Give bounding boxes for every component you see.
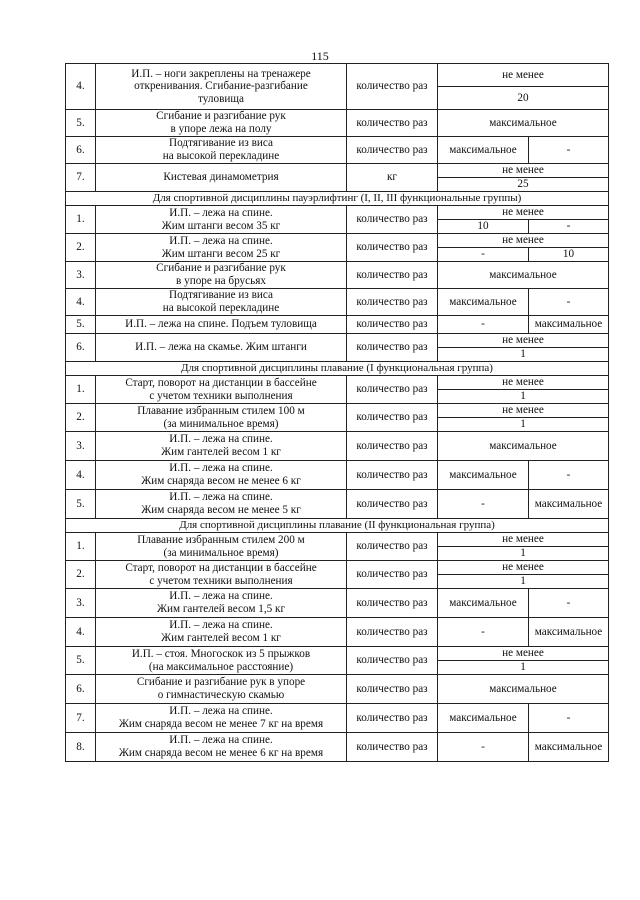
row-number: 7.	[66, 704, 96, 733]
test-name: И.П. – лежа на спине. Жим снаряда весом не менее 6 кг на время	[96, 733, 347, 762]
norm-value: максимальное	[438, 432, 609, 461]
row-number: 1.	[66, 206, 96, 234]
norm-value-a: максимальное	[438, 589, 529, 618]
section-title: Для спортивной дисциплины плавание (II функциональная группа)	[66, 519, 609, 533]
row-number: 1.	[66, 533, 96, 561]
table-row	[66, 164, 609, 178]
row-number: 4.	[66, 618, 96, 647]
row-number: 3.	[66, 589, 96, 618]
table-row	[66, 334, 609, 348]
row-number: 7.	[66, 164, 96, 192]
row-number: 1.	[66, 376, 96, 404]
norm-value-b: 10	[529, 248, 609, 262]
row-number: 5.	[66, 316, 96, 334]
norm-value-b: -	[529, 220, 609, 234]
norm-value-b: -	[529, 589, 609, 618]
section-row	[66, 362, 609, 376]
unit: количество раз	[347, 206, 438, 234]
unit: количество раз	[347, 533, 438, 561]
unit: количество раз	[347, 432, 438, 461]
unit: количество раз	[347, 461, 438, 490]
table-row	[66, 675, 609, 704]
table-row	[66, 110, 609, 137]
table-row	[66, 432, 609, 461]
test-name: И.П. – ноги закреплены на тренажере откренивания. Сгибание-разгибание туловища	[96, 64, 347, 110]
norm-value: 1	[438, 348, 609, 362]
test-name: Подтягивание из виса на высокой перекладине	[96, 137, 347, 164]
row-number: 5.	[66, 490, 96, 519]
table-row	[66, 647, 609, 661]
norm-header: не менее	[438, 164, 609, 178]
test-name: Плавание избранным стилем 200 м (за минимальное время)	[96, 533, 347, 561]
norms-table-body	[66, 64, 609, 762]
test-name: И.П. – лежа на спине. Жим снаряда весом не менее 6 кг	[96, 461, 347, 490]
unit: количество раз	[347, 589, 438, 618]
norms-table	[65, 63, 609, 762]
row-number: 4.	[66, 289, 96, 316]
unit: количество раз	[347, 64, 438, 110]
table-row	[66, 490, 609, 519]
norm-value-b: -	[529, 289, 609, 316]
norm-value-b: -	[529, 461, 609, 490]
unit: количество раз	[347, 316, 438, 334]
table-row	[66, 206, 609, 220]
row-number: 6.	[66, 675, 96, 704]
norm-value-b: максимальное	[529, 490, 609, 519]
table-row	[66, 64, 609, 87]
row-number: 2.	[66, 234, 96, 262]
test-name: И.П. – лежа на спине. Подъем туловища	[96, 316, 347, 334]
norm-value-a: максимальное	[438, 704, 529, 733]
table-row	[66, 404, 609, 418]
page-number: 115	[311, 49, 329, 63]
test-name: И.П. – лежа на спине. Жим штанги весом 25 кг	[96, 234, 347, 262]
unit: количество раз	[347, 110, 438, 137]
row-number: 4.	[66, 461, 96, 490]
unit: количество раз	[347, 675, 438, 704]
test-name: И.П. – стоя. Многоскок из 5 прыжков (на максимальное расстояние)	[96, 647, 347, 675]
norm-value-a: -	[438, 248, 529, 262]
norm-value: 25	[438, 178, 609, 192]
norm-value-a: -	[438, 618, 529, 647]
norm-value-a: -	[438, 733, 529, 762]
test-name: Сгибание и разгибание рук в упоре на брусьях	[96, 262, 347, 289]
norm-header: не менее	[438, 561, 609, 575]
norm-value: 20	[438, 87, 609, 110]
row-number: 3.	[66, 262, 96, 289]
table-row	[66, 561, 609, 575]
row-number: 2.	[66, 561, 96, 589]
table-row	[66, 289, 609, 316]
norm-value-a: максимальное	[438, 137, 529, 164]
unit: количество раз	[347, 334, 438, 362]
table-row	[66, 262, 609, 289]
norm-value: максимальное	[438, 110, 609, 137]
norm-header: не менее	[438, 334, 609, 348]
unit: количество раз	[347, 404, 438, 432]
test-name: Старт, поворот на дистанции в бассейне с учетом техники выполнения	[96, 376, 347, 404]
norm-value-b: -	[529, 137, 609, 164]
table-row	[66, 376, 609, 390]
row-number: 6.	[66, 334, 96, 362]
test-name: Старт, поворот на дистанции в бассейне с учетом техники выполнения	[96, 561, 347, 589]
test-name: Подтягивание из виса на высокой перекладине	[96, 289, 347, 316]
norm-value-a: 10	[438, 220, 529, 234]
norm-value: 1	[438, 547, 609, 561]
test-name: И.П. – лежа на спине. Жим снаряда весом не менее 5 кг	[96, 490, 347, 519]
unit: кг	[347, 164, 438, 192]
unit: количество раз	[347, 704, 438, 733]
unit: количество раз	[347, 561, 438, 589]
norm-value-b: максимальное	[529, 316, 609, 334]
norm-header: не менее	[438, 206, 609, 220]
norm-value-a: максимальное	[438, 461, 529, 490]
norm-value-a: -	[438, 316, 529, 334]
norm-value-b: максимальное	[529, 733, 609, 762]
section-row	[66, 192, 609, 206]
norm-header: не менее	[438, 647, 609, 661]
table-row	[66, 618, 609, 647]
test-name: И.П. – лежа на спине. Жим гантелей весом 1 кг	[96, 432, 347, 461]
norm-value-a: максимальное	[438, 289, 529, 316]
row-number: 5.	[66, 647, 96, 675]
unit: количество раз	[347, 289, 438, 316]
norm-value: максимальное	[438, 262, 609, 289]
table-row	[66, 589, 609, 618]
norm-header: не менее	[438, 234, 609, 248]
norm-value: 1	[438, 390, 609, 404]
test-name: И.П. – лежа на спине. Жим штанги весом 35 кг	[96, 206, 347, 234]
norm-value: 1	[438, 575, 609, 589]
test-name: И.П. – лежа на спине. Жим гантелей весом 1,5 кг	[96, 589, 347, 618]
test-name: И.П. – лежа на спине. Жим гантелей весом 1 кг	[96, 618, 347, 647]
test-name: И.П. – лежа на спине. Жим снаряда весом не менее 7 кг на время	[96, 704, 347, 733]
norm-header: не менее	[438, 533, 609, 547]
unit: количество раз	[347, 733, 438, 762]
norm-value-a: -	[438, 490, 529, 519]
table-row	[66, 316, 609, 334]
table-row	[66, 533, 609, 547]
table-row	[66, 733, 609, 762]
norm-value: 1	[438, 661, 609, 675]
test-name: Сгибание и разгибание рук в упоре о гимнастическую скамью	[96, 675, 347, 704]
unit: количество раз	[347, 262, 438, 289]
row-number: 4.	[66, 64, 96, 110]
row-number: 8.	[66, 733, 96, 762]
row-number: 2.	[66, 404, 96, 432]
norm-value: максимальное	[438, 675, 609, 704]
table-row	[66, 704, 609, 733]
test-name: И.П. – лежа на скамье. Жим штанги	[96, 334, 347, 362]
test-name: Кистевая динамометрия	[96, 164, 347, 192]
table-row	[66, 461, 609, 490]
norm-value: 1	[438, 418, 609, 432]
table-row	[66, 234, 609, 248]
unit: количество раз	[347, 376, 438, 404]
unit: количество раз	[347, 618, 438, 647]
test-name: Сгибание и разгибание рук в упоре лежа на полу	[96, 110, 347, 137]
test-name: Плавание избранным стилем 100 м (за минимальное время)	[96, 404, 347, 432]
unit: количество раз	[347, 647, 438, 675]
table-row	[66, 137, 609, 164]
row-number: 6.	[66, 137, 96, 164]
norm-header: не менее	[438, 376, 609, 390]
row-number: 5.	[66, 110, 96, 137]
norm-value-b: -	[529, 704, 609, 733]
norm-header: не менее	[438, 64, 609, 87]
unit: количество раз	[347, 234, 438, 262]
unit: количество раз	[347, 137, 438, 164]
section-title: Для спортивной дисциплины пауэрлифтинг (I, II, III функциональные группы)	[66, 192, 609, 206]
unit: количество раз	[347, 490, 438, 519]
norm-value-b: максимальное	[529, 618, 609, 647]
norm-header: не менее	[438, 404, 609, 418]
section-row	[66, 519, 609, 533]
row-number: 3.	[66, 432, 96, 461]
section-title: Для спортивной дисциплины плавание (I функциональная группа)	[66, 362, 609, 376]
